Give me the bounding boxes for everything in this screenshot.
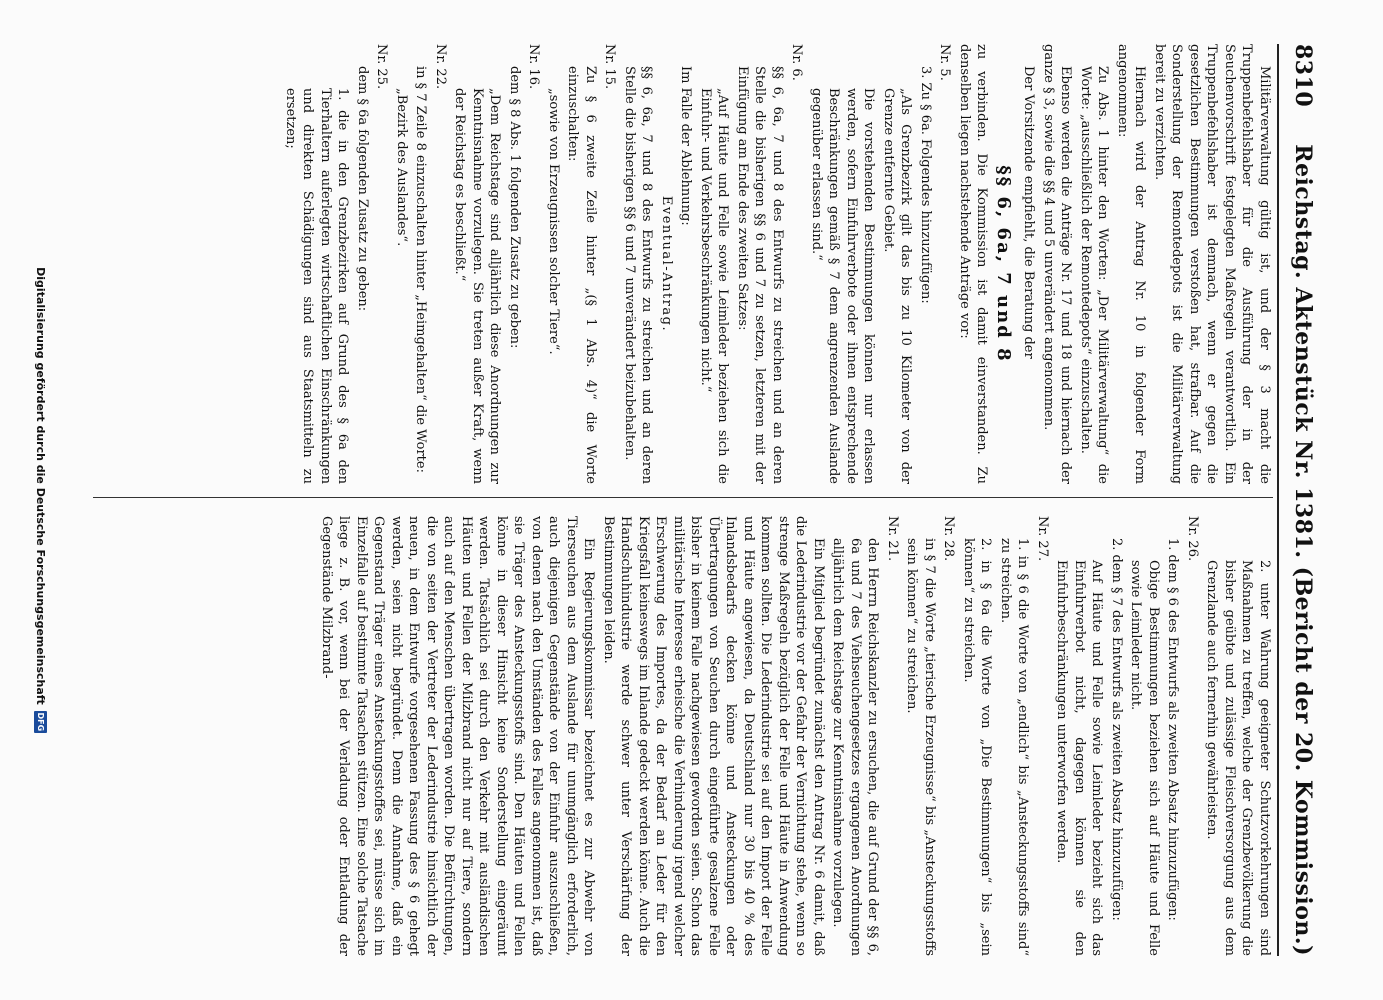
motion-quote: Obige Bestimmungen beziehen sich auf Häute und Felle sowie Leimleder nicht. bbox=[1128, 560, 1161, 956]
paragraph: Der Vorsitzende empfiehlt, die Beratung der bbox=[1021, 66, 1037, 359]
motion-quote: Auf Häute und Felle sowie Leimleder bezieht sich das Einfuhrverbot nicht, dagegen können sie den Einfuhrbeschränkungen unterworfen werden. bbox=[1054, 560, 1105, 956]
section-heading: §§ 6, 6a, 7 und 8 bbox=[993, 165, 1014, 363]
page-header bbox=[1283, 44, 1323, 956]
paragraph: Zu Abs. 1 hinter den Worten: „Der Militärverwaltung“ die Worte: „ausschließlich der Remontedepots“ einzuschalten. bbox=[1078, 66, 1111, 484]
paragraph: Ebenso werden die Anträge Nr. 17 und 18 und hiernach der ganze § 3, sowie die §§ 4 und 5 unverändert angenommen. bbox=[1041, 44, 1074, 484]
motion-number: Nr. 15. bbox=[602, 44, 618, 90]
motion-item: 1. die in den Grenzbezirken auf Grund des § 6a den Tierhaltern auferlegten wirtschaftlichen Einschränkungen und direkten Schädigungen sind aus Staatsmitteln zu ersetzen; bbox=[283, 88, 351, 484]
motion-item: 1. in § 6 die Worte von „endlich“ bis „Ansteckungsstoffs sind“ zu streichen. bbox=[998, 538, 1031, 956]
motion-quote: „Auf Häute und Felle sowie Leimleder beziehen sich die Einfuhr- und Verkehrsbeschränkungen nicht.“ bbox=[698, 88, 731, 484]
motion-item: 2. dem § 7 des Entwurfs als zweiten Absatz hinzuzufügen: bbox=[1109, 538, 1124, 921]
paragraph: Hiernach wird der Antrag Nr. 10 in folgender Form angenommen: bbox=[1115, 44, 1148, 484]
right-column bbox=[316, 516, 1274, 956]
motion-number: Nr. 25. bbox=[374, 44, 390, 90]
motion-item: 1. dem § 6 des Entwurfs als zweiten Absatz hinzuzufügen: bbox=[1165, 538, 1181, 921]
motion-number: Nr. 28. bbox=[941, 516, 957, 562]
motion-number: Nr. 26. bbox=[1185, 516, 1200, 562]
motion-quote: „Bezirk des Auslandes“. bbox=[394, 88, 409, 247]
motion-quote: „Als Grenzbezirk gilt das bis zu 10 Kilometer von der Grenze entfernte Gebiet. bbox=[881, 88, 914, 484]
motion-item: 2. unter Wahrung geeigneter Schutzvorkehrungen sind Maßnahmen zu treffen, welche der Grenzbevölkerung die bisher geübte und zulässige Fleischversorgung aus dem Grenzlande auch fernerhin gewährleisten. bbox=[1204, 560, 1272, 956]
motion-quote: Die vorstehenden Bestimmungen können nur erlassen werden, sofern Einfuhrverbote oder ihnen entsprechende Beschränkungen gemäß § 7 dem angrenzenden Auslande gegenüber erlassen sind.“ bbox=[809, 88, 877, 484]
motion-quote: „Dem Reichstage sind alljährlich diese Anordnungen zur Kenntnisnahme vorzulegen. Sie treten außer Kraft, wenn der Reichstag es beschließt.“ bbox=[452, 88, 503, 484]
motion-number: Nr. 22. bbox=[433, 44, 448, 90]
eventual-heading: Eventual-Antrag. bbox=[659, 195, 674, 333]
motion-number: Nr. 5. bbox=[937, 44, 953, 81]
motion-text: Zu § 6 zweite Zeile hinter „(§ 1 Abs. 4)“ die Worte einzuschalten: bbox=[565, 66, 598, 484]
motion-text: den Herrn Reichskanzler zu ersuchen, die auf Grund der §§ 6, 6a und 7 des Viehseuchengesetzes ergangenen Anordnungen alljährlich dem Reichstage zur Kenntnisnahme vorzulegen. bbox=[830, 538, 881, 956]
motion-text: Im Falle der Ablehnung: bbox=[678, 66, 694, 226]
digitization-credit bbox=[21, 0, 61, 1000]
header-rule bbox=[1277, 44, 1279, 956]
left-column bbox=[280, 44, 1274, 484]
motion-text: in § 7 die Worte „tierische Erzeugnisse“ bis „Ansteckungsstoffs sein können“ zu streichen. bbox=[904, 538, 937, 956]
paragraph: Ein Regierungskommissar bezeichnet es zur Abwehr von Tierseuchen aus dem Auslande für unumgänglich erforderlich, auch diejenigen Gegenstände von der Einfuhr auszuschließen, von denen nach den Umständen des Falles angenommen ist, daß sie Träger des Ansteckungsstoffs sind. Den Häuten und Fellen könne in dieser Hinsicht keine Sonderstellung eingeräumt werden. Tatsächlich sei durch den Verkehr mit ausländischen Häuten und Fellen der Milzbrand nicht nur auf Tiere, sondern auch auf den Menschen übertragen worden. Die Befürchtungen, die von seiten der Vertreter der Lederindustrie hinsichtlich der neuen, in dem Entwurfe vorgesehenen Fassung des § 6 gehegt werden, seien nicht begründet. Denn die Annahme, daß ein Gegenstand Träger eines Ansteckungsstoffes sei, müsse sich im Einzelfalle auf bestimmte Tatsachen stützen. Eine solche Tatsache liege z. B. vor, wenn bei der Verladung oder Entladung der Gegenstände Milzbrand- bbox=[319, 516, 597, 956]
paragraph: zu verbinden. Die Kommission ist damit einverstanden. Zu denselben liegen nachstehende Anträge vor: bbox=[957, 44, 990, 484]
motion-quote: „sowie von Erzeugnissen solcher Tiere“. bbox=[546, 88, 561, 355]
motion-text: dem § 6a folgenden Zusatz zu geben: bbox=[355, 66, 370, 312]
motion-text: in § 7 Zeile 8 einzuschalten hinter „Heimgehalten“ die Worte: bbox=[413, 66, 429, 473]
motion-text: §§ 6, 6a, 7 und 8 des Entwurfs zu streichen und an deren Stelle die bisherigen §§ 6 und 7 zu setzen, letzteren mit der Einfügung am Ende des zweiten Satzes: bbox=[735, 66, 785, 484]
credit-text: Digitalisierung gefördert durch die Deutsche Forschungsgemeinschaft bbox=[34, 267, 48, 705]
page-number: 8310 bbox=[1290, 44, 1316, 108]
paragraph: Militärverwaltung gültig ist, und der § 3 macht die Truppenbefehlshaber für die Ausführung der in der Seuchenvorschrift festgelegten Maßregeln verantwortlich. Ein Truppenbefehlshaber ist demnach, wenn er gegen die gesetzlichen Bestimmungen verstoßen hat, strafbar. Auf die Sonderstellung der Remontedepots ist die Militärverwaltung bereit zu verzichten. bbox=[1152, 44, 1272, 484]
motion-text: 3. Zu § 6a. Folgendes hinzuzufügen: bbox=[918, 66, 933, 304]
motion-number: Nr. 27. bbox=[1035, 516, 1050, 562]
motion-number: Nr. 16. bbox=[526, 44, 542, 90]
dfg-logo: DFG bbox=[36, 712, 46, 732]
column-divider bbox=[93, 497, 1273, 498]
motion-number: Nr. 21. bbox=[885, 516, 900, 562]
motion-item: 2. in § 6a die Worte von „Die Bestimmungen“ bis „sein können“ zu streichen. bbox=[961, 538, 994, 956]
motion-number: Nr. 6. bbox=[789, 44, 805, 81]
header-title: Reichstag. Aktenstück Nr. 1381. (Bericht der 20. Kommission.) bbox=[1290, 144, 1316, 956]
motion-text: §§ 6, 6a, 7 und 8 des Entwurfs zu streichen und an deren Stelle die bisherigen §§ 6 und 7 unverändert beizubehalten. bbox=[622, 66, 655, 484]
motion-text: dem § 8 Abs. 1 folgenden Zusatz zu geben: bbox=[507, 66, 522, 349]
paragraph: Ein Mitglied begründet zunächst den Antrag Nr. 6 damit, daß die Lederindustrie vor der Gefahr der Vernichtung stehe, wenn so strenge Maßregeln bezüglich der Felle und Häute in Anwendung kommen sollten. Die Lederindustrie sei auf den Import der Felle und Häute angewiesen, da Deutschland nur 30 bis 40 % des Inlandsbedarfs decken könne und Ansteckungen oder Übertragungen von Seuchen durch eingeführte gesalzene Felle bisher in keinem Falle nachgewiesen geworden seien. Schon das militärische Interesse erheische die Verhinderung irgend welcher Erschwerung des Importes, da der Bedarf an Leder für den Kriegsfall keineswegs im Inlande gedeckt werden könne. Auch die Handschuhindustrie werde schwer unter Verschärfung der Bestimmungen leiden. bbox=[601, 516, 826, 956]
